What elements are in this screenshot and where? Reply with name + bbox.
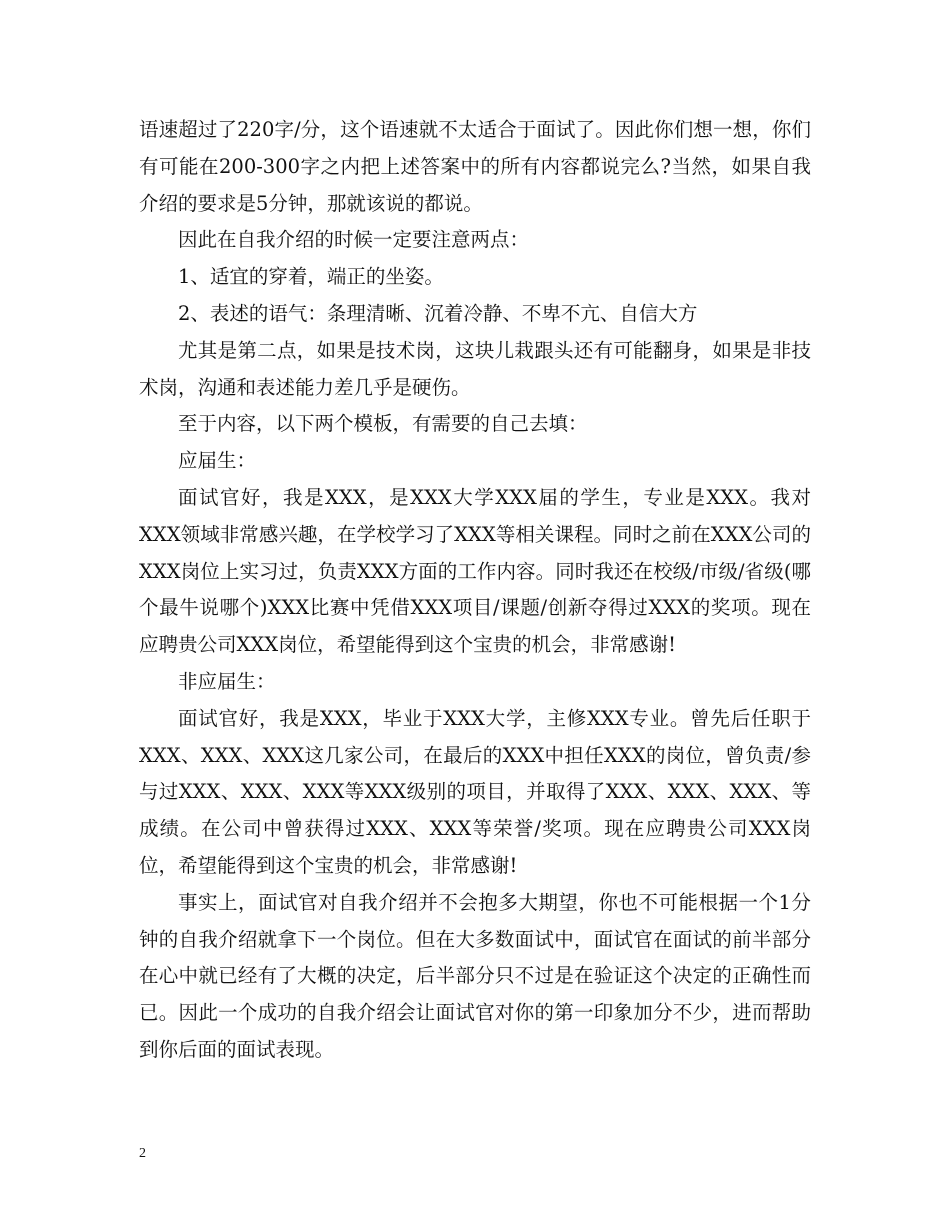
heading-fresh-graduate: 应届生： <box>178 449 257 473</box>
paragraph-two-points-intro: 因此在自我介绍的时候一定要注意两点： <box>178 228 530 252</box>
paragraph-point-2: 2、表述的语气：条理清晰、沉着冷静、不卑不亢、自信大方 <box>178 301 698 325</box>
paragraph-point-2-detail: 尤其是第二点，如果是技术岗，这块儿栽跟头还有可能翻身，如果是非技术岗，沟通和表述能力差几乎是硬伤。 <box>139 338 811 399</box>
heading-experienced: 非应届生： <box>178 669 276 693</box>
page-number: 2 <box>139 1146 146 1161</box>
paragraph-conclusion: 事实上，面试官对自我介绍并不会抱多大期望，你也不可能根据一个1分钟的自我介绍就拿下一个岗位。但在大多数面试中，面试官在面试的前半部分在心中就已经有了大概的决定，后半部分只不过是在验证这个决定的正确性而已。因此一个成功的自我介绍会让面试官对你的第一印象加分不少，进而帮助到你后面的面试表现。 <box>139 890 811 1061</box>
document-body <box>139 112 811 1069</box>
paragraph-speech-rate: 语速超过了220字/分，这个语速就不太适合于面试了。因此你们想一想，你们有可能在200-300字之内把上述答案中的所有内容都说完么?当然，如果自我介绍的要求是5分钟，那就该说的都说。 <box>139 118 811 215</box>
paragraph-experienced-template: 面试官好，我是XXX，毕业于XXX大学，主修XXX专业。曾先后任职于XXX、XXX、XXX这几家公司，在最后的XXX中担任XXX的岗位，曾负责/参与过XXX、XXX、XXX等XXX级别的项目，并取得了XXX、XXX、XXX、等成绩。在公司中曾获得过XXX、XXX等荣誉/奖项。现在应聘贵公司XXX岗位，希望能得到这个宝贵的机会，非常感谢! <box>139 706 811 877</box>
paragraph-templates-intro: 至于内容，以下两个模板，有需要的自己去填： <box>178 412 588 436</box>
paragraph-fresh-graduate-template: 面试官好，我是XXX，是XXX大学XXX届的学生，专业是XXX。我对XXX领域非常感兴趣，在学校学习了XXX等相关课程。同时之前在XXX公司的XXX岗位上实习过，负责XXX方面的工作内容。同时我还在校级/市级/省级(哪个最牛说哪个)XXX比赛中凭借XXX项目/课题/创新夺得过XXX的奖项。现在应聘贵公司XXX岗位，希望能得到这个宝贵的机会，非常感谢! <box>139 485 811 657</box>
paragraph-point-1: 1、适宜的穿着，端正的坐姿。 <box>178 265 444 289</box>
